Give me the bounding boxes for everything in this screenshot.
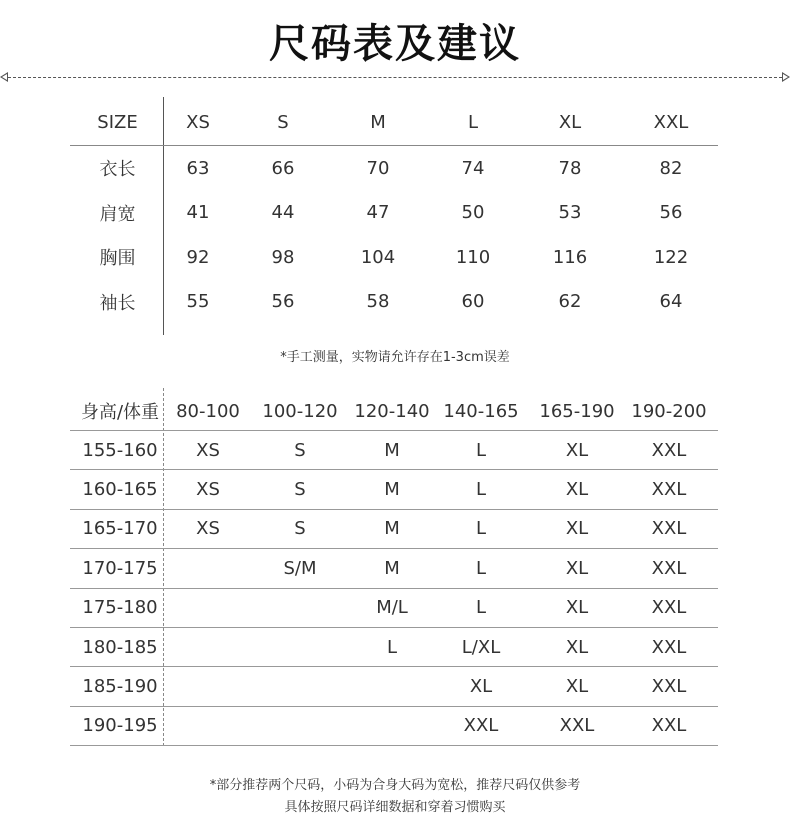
table-cell: 116 bbox=[552, 246, 588, 268]
table-cell: S/M bbox=[283, 557, 317, 579]
table-cell: 110 bbox=[455, 246, 491, 268]
recommendation-note-line2: 具体按照尺码详细数据和穿着习惯购买 bbox=[284, 800, 506, 815]
table-row bbox=[70, 470, 718, 509]
recommendation-note bbox=[0, 775, 790, 819]
row-label: 165-170 bbox=[82, 518, 158, 540]
table-cell: 47 bbox=[366, 202, 390, 224]
table-row bbox=[70, 667, 718, 706]
header-cell: XS bbox=[186, 112, 210, 133]
table-cell: XXL bbox=[651, 715, 687, 737]
table-cell: 56 bbox=[271, 291, 295, 313]
row-label: 袖长 bbox=[99, 292, 136, 314]
table-cell: L bbox=[475, 557, 487, 579]
table-cell: XL bbox=[565, 439, 589, 461]
table-cell: XL bbox=[565, 557, 589, 579]
table-cell: XXL bbox=[651, 597, 687, 619]
table-cell: L bbox=[475, 479, 487, 501]
row-label: 180-185 bbox=[82, 636, 158, 658]
table-cell: 53 bbox=[558, 202, 582, 224]
table-cell: S bbox=[294, 439, 306, 461]
table-row bbox=[70, 707, 718, 746]
table-cell: XXL bbox=[559, 715, 595, 737]
table-cell: M bbox=[384, 439, 400, 461]
table-cell: XXL bbox=[651, 557, 687, 579]
table-cell: 98 bbox=[271, 246, 295, 268]
table-cell: 55 bbox=[186, 291, 210, 313]
title-divider bbox=[8, 77, 782, 78]
table-row bbox=[70, 431, 718, 470]
table-row bbox=[70, 549, 718, 588]
table-cell: XXL bbox=[651, 636, 687, 658]
header-cell: L bbox=[467, 112, 479, 133]
table-cell: XS bbox=[196, 518, 220, 540]
table-cell: 70 bbox=[366, 157, 390, 179]
table-cell: XL bbox=[565, 518, 589, 540]
table-cell: 56 bbox=[659, 202, 683, 224]
table-cell: L bbox=[475, 518, 487, 540]
header-cell: 190-200 bbox=[631, 400, 707, 422]
row-label: 175-180 bbox=[82, 597, 158, 619]
table-cell: S bbox=[294, 518, 306, 540]
header-cell: S bbox=[277, 112, 289, 133]
measurement-note: *手工测量，实物请允许存在1-3cm误差 bbox=[280, 350, 510, 365]
table-header-row bbox=[70, 392, 718, 431]
table-row bbox=[70, 280, 718, 325]
row-label: 胸围 bbox=[99, 248, 136, 270]
header-cell: M bbox=[370, 112, 386, 133]
table-cell: 58 bbox=[366, 291, 390, 313]
table-cell: XL bbox=[469, 676, 493, 698]
table-cell: 44 bbox=[271, 202, 295, 224]
table-cell: 122 bbox=[653, 246, 689, 268]
table-cell: XL bbox=[565, 636, 589, 658]
table-cell: XS bbox=[196, 439, 220, 461]
table-cell: XXL bbox=[651, 676, 687, 698]
table-row bbox=[70, 191, 718, 236]
table-cell: XL bbox=[565, 597, 589, 619]
table-cell: 41 bbox=[186, 202, 210, 224]
table-row bbox=[70, 235, 718, 280]
table-cell: 66 bbox=[271, 157, 295, 179]
page-title: 尺码表及建议 bbox=[269, 21, 521, 67]
table-cell: XS bbox=[196, 479, 220, 501]
table-cell: XXL bbox=[651, 479, 687, 501]
size-recommendation-table bbox=[70, 392, 718, 746]
divider-left-arrow-icon bbox=[0, 72, 8, 82]
header-cell: 80-100 bbox=[176, 400, 240, 422]
table-cell: XXL bbox=[651, 518, 687, 540]
table-cell: 74 bbox=[461, 157, 485, 179]
table-cell: M bbox=[384, 479, 400, 501]
table-cell: 82 bbox=[659, 157, 683, 179]
table-cell: L bbox=[386, 636, 398, 658]
table-cell: S bbox=[294, 479, 306, 501]
row-label: 衣长 bbox=[99, 159, 136, 181]
table-cell: XL bbox=[565, 479, 589, 501]
table-cell: L bbox=[475, 597, 487, 619]
header-cell: 100-120 bbox=[262, 400, 338, 422]
table-cell: XXL bbox=[651, 439, 687, 461]
header-cell: 120-140 bbox=[354, 400, 430, 422]
table-cell: 60 bbox=[461, 291, 485, 313]
row-label: 肩宽 bbox=[99, 203, 136, 225]
table-cell: 63 bbox=[186, 157, 210, 179]
row-label: 185-190 bbox=[82, 676, 158, 698]
table-cell: M bbox=[384, 518, 400, 540]
table-cell: 78 bbox=[558, 157, 582, 179]
table-row bbox=[70, 589, 718, 628]
table-cell: XL bbox=[565, 676, 589, 698]
recommendation-note-line1: *部分推荐两个尺码，小码为合身大码为宽松，推荐尺码仅供参考 bbox=[209, 778, 581, 793]
header-cell: 165-190 bbox=[539, 400, 615, 422]
table-cell: 104 bbox=[360, 246, 396, 268]
table-cell: 64 bbox=[659, 291, 683, 313]
row-label: 170-175 bbox=[82, 557, 158, 579]
header-cell: 140-165 bbox=[443, 400, 519, 422]
size-measurement-table bbox=[70, 100, 718, 324]
row-label: 155-160 bbox=[82, 439, 158, 461]
table-cell: M/L bbox=[376, 597, 408, 619]
table-cell: 62 bbox=[558, 291, 582, 313]
row-label: 160-165 bbox=[82, 479, 158, 501]
table-row bbox=[70, 146, 718, 191]
table-header-row bbox=[70, 100, 718, 146]
table-cell: 92 bbox=[186, 246, 210, 268]
table-row bbox=[70, 510, 718, 549]
header-cell: 身高/体重 bbox=[80, 402, 160, 423]
header-cell: XXL bbox=[653, 112, 689, 133]
table-cell: M bbox=[384, 557, 400, 579]
table-cell: XXL bbox=[463, 715, 499, 737]
table-cell: L/XL bbox=[461, 636, 501, 658]
divider-right-arrow-icon bbox=[782, 72, 790, 82]
table-cell: L bbox=[475, 439, 487, 461]
row-label: 190-195 bbox=[82, 715, 158, 737]
header-cell: XL bbox=[558, 112, 582, 133]
header-cell: SIZE bbox=[97, 112, 138, 133]
table-cell: 50 bbox=[461, 202, 485, 224]
table-row bbox=[70, 628, 718, 667]
